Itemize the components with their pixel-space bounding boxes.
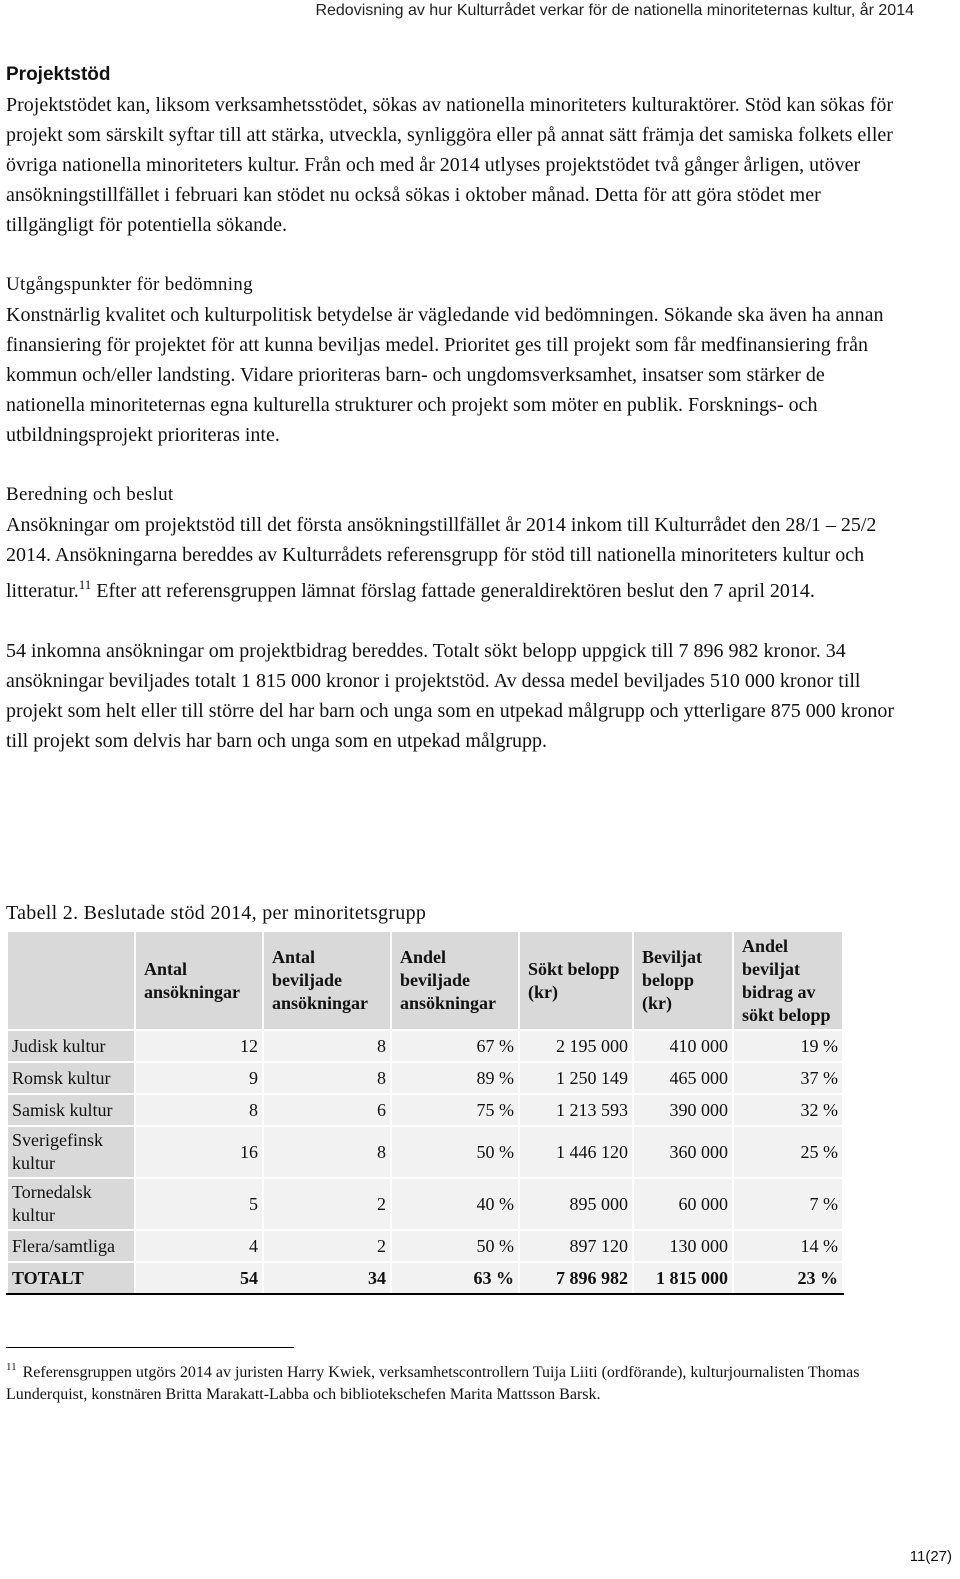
row-label: Sverigefinsk kultur bbox=[7, 1126, 135, 1178]
cell: 12 bbox=[135, 1030, 263, 1062]
cell: 32 % bbox=[733, 1094, 843, 1126]
table-row bbox=[7, 1126, 843, 1178]
cell: 40 % bbox=[391, 1178, 519, 1230]
cell: 54 bbox=[135, 1262, 263, 1294]
table-row bbox=[7, 1178, 843, 1230]
cell: 4 bbox=[135, 1230, 263, 1262]
row-label: Tornedalsk kultur bbox=[7, 1178, 135, 1230]
row-label: Judisk kultur bbox=[7, 1030, 135, 1062]
running-header: Redovisning av hur Kulturrådet verkar för de nationella minoriteternas kultur, år 2014 bbox=[315, 2, 914, 19]
body-text bbox=[6, 60, 906, 756]
header-cell: Andel beviljade ansökningar bbox=[391, 931, 519, 1030]
cell: 130 000 bbox=[633, 1230, 733, 1262]
cell: 390 000 bbox=[633, 1094, 733, 1126]
cell: 14 % bbox=[733, 1230, 843, 1262]
table-caption: Tabell 2. Beslutade stöd 2014, per minoritetsgrupp bbox=[6, 902, 427, 924]
row-label: Romsk kultur bbox=[7, 1062, 135, 1094]
header-cell: Antal ansökningar bbox=[135, 931, 263, 1030]
row-label: TOTALT bbox=[7, 1262, 135, 1294]
footnote-ref[interactable]: 11 bbox=[78, 577, 92, 592]
table-row bbox=[7, 1030, 843, 1062]
cell: 34 bbox=[263, 1262, 391, 1294]
cell: 895 000 bbox=[519, 1178, 633, 1230]
cell: 1 446 120 bbox=[519, 1126, 633, 1178]
table-row bbox=[7, 1094, 843, 1126]
cell: 6 bbox=[263, 1094, 391, 1126]
cell: 50 % bbox=[391, 1230, 519, 1262]
cell: 7 % bbox=[733, 1178, 843, 1230]
cell: 1 213 593 bbox=[519, 1094, 633, 1126]
cell: 9 bbox=[135, 1062, 263, 1094]
paragraph-assessment: Konstnärlig kvalitet och kulturpolitisk betydelse är vägledande vid bedömningen. Sökande ska även ha annan finansiering för projektet för att kunna beviljas medel. Prioritet ges till projekt som får medfinansiering från kommun och/eller landsting. Vidare prioriteras barn- och ungdomsverksamhet, insatser som stärker de nationella minoriteternas egna kulturella strukturer och projekt som möter en publik. Forsknings- och utbildningsprojekt prioriteras inte. bbox=[6, 304, 884, 446]
cell: 2 bbox=[263, 1230, 391, 1262]
cell: 23 % bbox=[733, 1262, 843, 1294]
footnote-number: 11 bbox=[6, 1361, 17, 1373]
cell: 2 bbox=[263, 1178, 391, 1230]
footnote-text: Referensgruppen utgörs 2014 av juristen Harry Kwiek, verksamhetscontrollern Tuija Liiti (ordförande), kulturjournalisten Thomas Lunderquist, konstnären Britta Marakatt-Labba och bibliotekschefen Marita Mattsson Barsk. bbox=[6, 1364, 860, 1403]
decision-text-b: Efter att referensgruppen lämnat förslag fattade generaldirektören beslut den 7 april 2014. bbox=[91, 580, 815, 602]
table-row bbox=[7, 1230, 843, 1262]
paragraph-results: 54 inkomna ansökningar om projektbidrag bereddes. Totalt sökt belopp uppgick till 7 896 982 kronor. 34 ansökningar beviljades totalt 1 815 000 kronor i projektstöd. Av dessa medel beviljades 510 000 kronor till projekt som helt eller till större del har barn och unga som en utpekad målgrupp och ytterligare 875 000 kronor till projekt som delvis har barn och unga som en utpekad målgrupp. bbox=[6, 640, 895, 752]
cell: 89 % bbox=[391, 1062, 519, 1094]
row-label: Samisk kultur bbox=[7, 1094, 135, 1126]
footnote-divider bbox=[6, 1347, 294, 1348]
footnote bbox=[6, 1356, 866, 1406]
header-cell: Sökt belopp (kr) bbox=[519, 931, 633, 1030]
subheading-decision: Beredning och beslut bbox=[6, 484, 174, 505]
table-total-row bbox=[7, 1262, 843, 1294]
cell: 60 000 bbox=[633, 1178, 733, 1230]
page-number: 11(27) bbox=[909, 1548, 952, 1565]
cell: 75 % bbox=[391, 1094, 519, 1126]
minority-support-table bbox=[6, 930, 844, 1295]
cell: 25 % bbox=[733, 1126, 843, 1178]
cell: 50 % bbox=[391, 1126, 519, 1178]
cell: 465 000 bbox=[633, 1062, 733, 1094]
cell: 16 bbox=[135, 1126, 263, 1178]
header-cell: Andel beviljat bidrag av sökt belopp bbox=[733, 931, 843, 1030]
cell: 67 % bbox=[391, 1030, 519, 1062]
cell: 63 % bbox=[391, 1262, 519, 1294]
table-row bbox=[7, 1062, 843, 1094]
section-title: Projektstöd bbox=[6, 64, 111, 85]
header-cell: Antal beviljade ansökningar bbox=[263, 931, 391, 1030]
cell: 19 % bbox=[733, 1030, 843, 1062]
paragraph-decision bbox=[6, 510, 906, 606]
table-header-row bbox=[7, 931, 843, 1030]
cell: 897 120 bbox=[519, 1230, 633, 1262]
row-label: Flera/samtliga bbox=[7, 1230, 135, 1262]
header-cell bbox=[7, 931, 135, 1030]
cell: 8 bbox=[263, 1030, 391, 1062]
paragraph-intro: Projektstödet kan, liksom verksamhetsstödet, sökas av nationella minoriteters kulturaktörer. Stöd kan sökas för projekt som särskilt syftar till att stärka, utveckla, synliggöra eller på annat sätt främja det samiska folkets eller övriga nationella minoriteters kultur. Från och med år 2014 utlyses projektstödet två gånger årligen, utöver ansökningstillfället i februari kan stödet nu också sökas i oktober månad. Detta för att göra stödet mer tillgängligt för potentiella sökande. bbox=[6, 94, 894, 236]
cell: 1 250 149 bbox=[519, 1062, 633, 1094]
cell: 37 % bbox=[733, 1062, 843, 1094]
cell: 5 bbox=[135, 1178, 263, 1230]
cell: 8 bbox=[263, 1126, 391, 1178]
cell: 360 000 bbox=[633, 1126, 733, 1178]
subheading-assessment: Utgångspunkter för bedömning bbox=[6, 274, 253, 295]
cell: 8 bbox=[263, 1062, 391, 1094]
cell: 410 000 bbox=[633, 1030, 733, 1062]
cell: 1 815 000 bbox=[633, 1262, 733, 1294]
decision-text-a: Ansökningar om projektstöd till det första ansökningstillfället år 2014 inkom till Kulturrådet den 28/1 – 25/2 2014. Ansökningarna bereddes av Kulturrådets referensgrupp för stöd till nationella minoriteters kultur och litteratur. bbox=[6, 514, 877, 602]
cell: 2 195 000 bbox=[519, 1030, 633, 1062]
cell: 8 bbox=[135, 1094, 263, 1126]
header-cell: Beviljat belopp (kr) bbox=[633, 931, 733, 1030]
cell: 7 896 982 bbox=[519, 1262, 633, 1294]
